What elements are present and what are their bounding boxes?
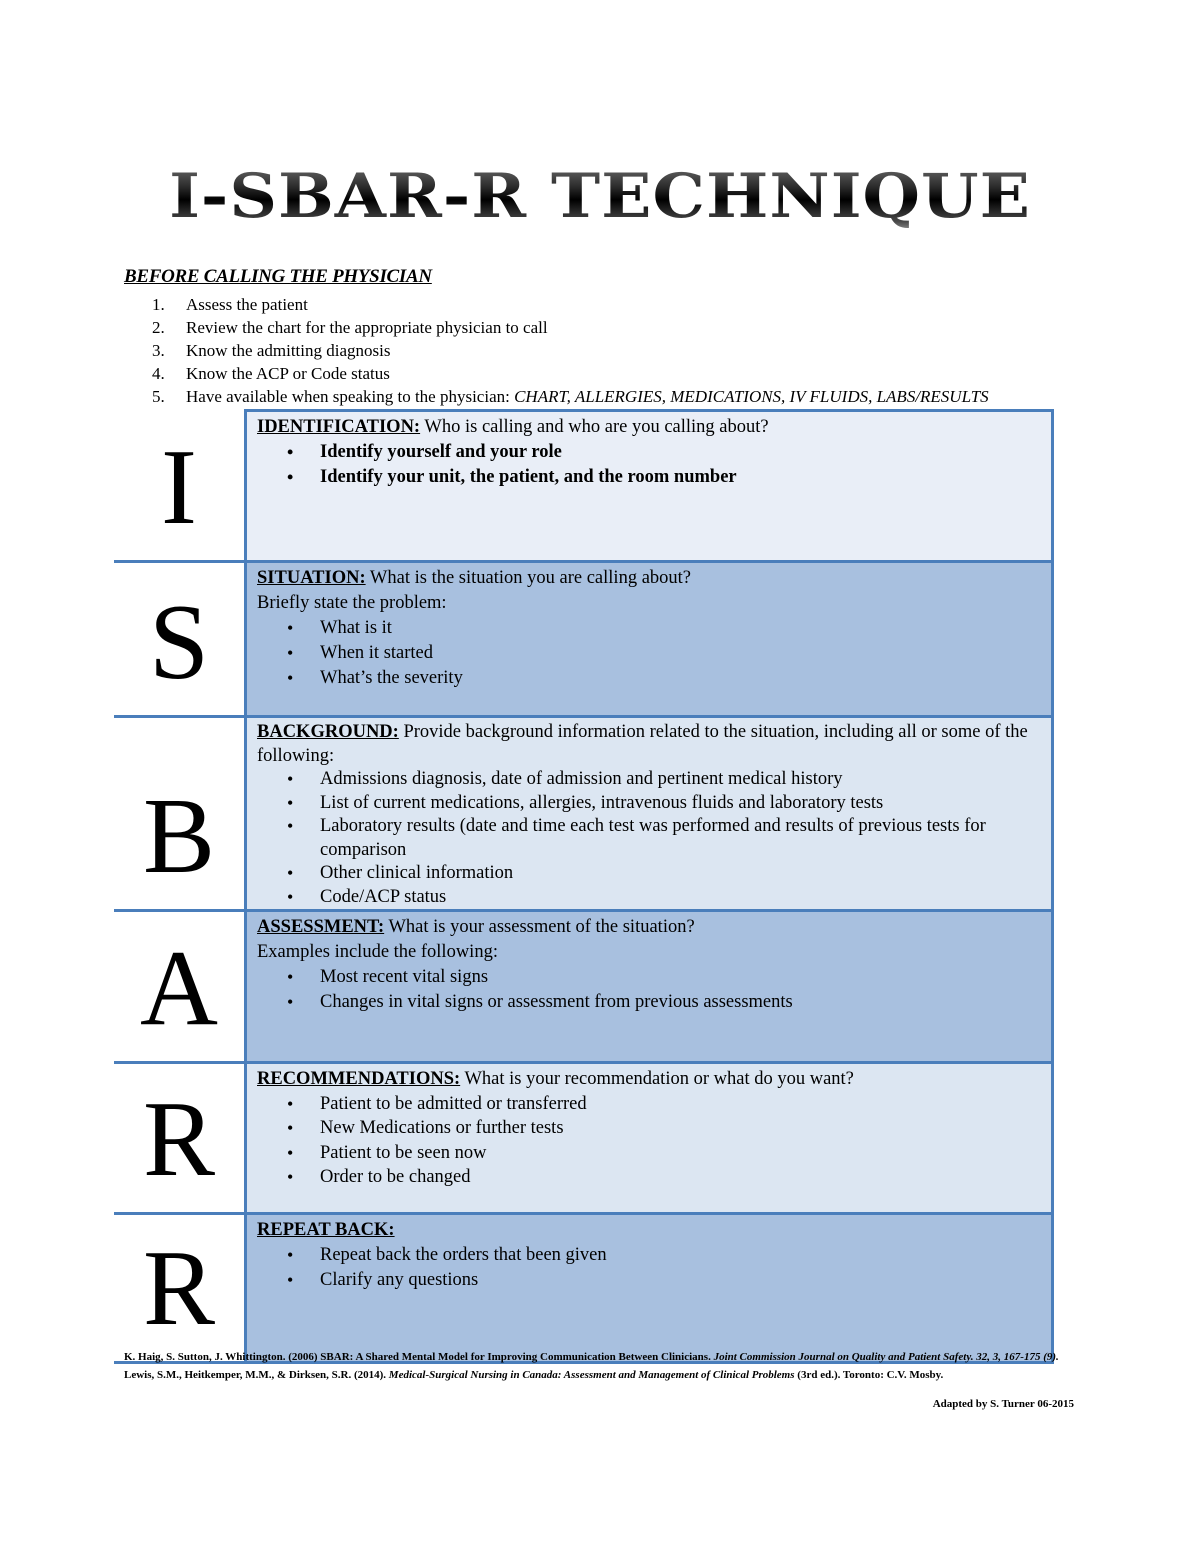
section-heading: SITUATION:	[257, 568, 366, 588]
list-item: • Most recent vital signs	[257, 965, 1043, 990]
isbar-table	[114, 409, 1054, 1364]
page-title: I-SBAR-R TECHNIQUE	[0, 159, 1200, 233]
section-repeat-back	[114, 1212, 1054, 1364]
list-item: • New Medications or further tests	[257, 1116, 1043, 1141]
bullet-list	[257, 1243, 1043, 1293]
list-item: • Patient to be seen now	[257, 1141, 1043, 1166]
list-item: • List of current medications, allergies, intravenous fluids and laboratory tests	[257, 792, 1043, 816]
list-item: • Admissions diagnosis, date of admission and pertinent medical history	[257, 768, 1043, 792]
bullet-list	[257, 965, 1043, 1015]
section-assessment	[114, 909, 1054, 1061]
section-content	[244, 409, 1054, 560]
bullet-list	[257, 1092, 1043, 1190]
section-identification	[114, 409, 1054, 560]
section-heading: IDENTIFICATION:	[257, 417, 421, 437]
before-calling-list	[152, 293, 989, 408]
list-item: • Identify your unit, the patient, and the room number	[257, 465, 1043, 490]
references	[124, 1348, 1064, 1384]
list-item: • Identify yourself and your role	[257, 440, 1043, 465]
list-item: • Code/ACP status	[257, 886, 1043, 910]
section-heading: REPEAT BACK:	[257, 1220, 395, 1240]
before-calling-heading: BEFORE CALLING THE PHYSICIAN	[124, 266, 432, 287]
list-item: • Other clinical information	[257, 862, 1043, 886]
list-item: 5. Have available when speaking to the physician: CHART, ALLERGIES, MEDICATIONS, IV FLUIDS, LABS/RESULTS	[152, 387, 989, 406]
list-item: • Repeat back the orders that been given	[257, 1243, 1043, 1268]
list-item: • Laboratory results (date and time each test was performed and results of previous tests for comparison	[257, 815, 1043, 862]
section-content	[244, 1064, 1054, 1212]
list-item: • Changes in vital signs or assessment from previous assessments	[257, 990, 1043, 1015]
section-heading: RECOMMENDATIONS:	[257, 1069, 461, 1089]
list-item: • What’s the severity	[257, 666, 1043, 691]
section-prompt: What is your assessment of the situation?	[384, 917, 695, 937]
section-prompt: What is your recommendation or what do you want?	[460, 1069, 854, 1089]
list-item: • What is it	[257, 616, 1043, 641]
list-item: • Order to be changed	[257, 1165, 1043, 1190]
list-item: • Patient to be admitted or transferred	[257, 1092, 1043, 1117]
section-recommendations	[114, 1061, 1054, 1212]
section-intro: Examples include the following:	[257, 942, 498, 962]
reference-1: K. Haig, S. Sutton, J. Whittington. (2006) SBAR: A Shared Mental Model for Improving Communication Between Clinicians. Joint Commission Journal on Quality and Patient Safety. 32, 3, 167-175 (9).	[124, 1351, 1059, 1363]
bullet-list	[257, 440, 1043, 490]
section-background	[114, 715, 1054, 909]
section-prompt: What is the situation you are calling about?	[365, 568, 692, 588]
section-letter: A	[140, 929, 218, 1048]
section-situation	[114, 560, 1054, 715]
section-prompt: Who is calling and who are you calling about?	[420, 417, 769, 437]
section-letter: R	[142, 1229, 216, 1348]
section-letter: S	[148, 583, 210, 702]
bullet-list	[257, 616, 1043, 691]
list-item: 2. Review the chart for the appropriate physician to call	[152, 318, 548, 337]
reference-2: Lewis, S.M., Heitkemper, M.M., & Dirksen, S.R. (2014). Medical-Surgical Nursing in Canada: Assessment and Management of Clinical Problems (3rd ed.). Toronto: C.V. Mosby.	[124, 1369, 944, 1381]
bullet-list	[257, 768, 1043, 909]
section-prompt: Provide background information related to the situation, including all or some of the following:	[257, 722, 1033, 766]
section-content	[244, 1215, 1054, 1361]
section-content	[244, 718, 1054, 909]
list-item: 1. Assess the patient	[152, 295, 308, 314]
section-letter: B	[142, 777, 216, 896]
section-content	[244, 912, 1054, 1061]
section-letter: I	[161, 428, 197, 547]
list-item: • Clarify any questions	[257, 1268, 1043, 1293]
list-item: • When it started	[257, 641, 1043, 666]
list-item: 4. Know the ACP or Code status	[152, 364, 390, 383]
list-item: 3. Know the admitting diagnosis	[152, 341, 391, 360]
section-content	[244, 563, 1054, 715]
adapted-by-note: Adapted by S. Turner 06-2015	[932, 1398, 1074, 1410]
section-heading: BACKGROUND:	[257, 722, 399, 742]
section-letter: R	[142, 1080, 216, 1199]
section-intro: Briefly state the problem:	[257, 593, 447, 613]
section-heading: ASSESSMENT:	[257, 917, 385, 937]
